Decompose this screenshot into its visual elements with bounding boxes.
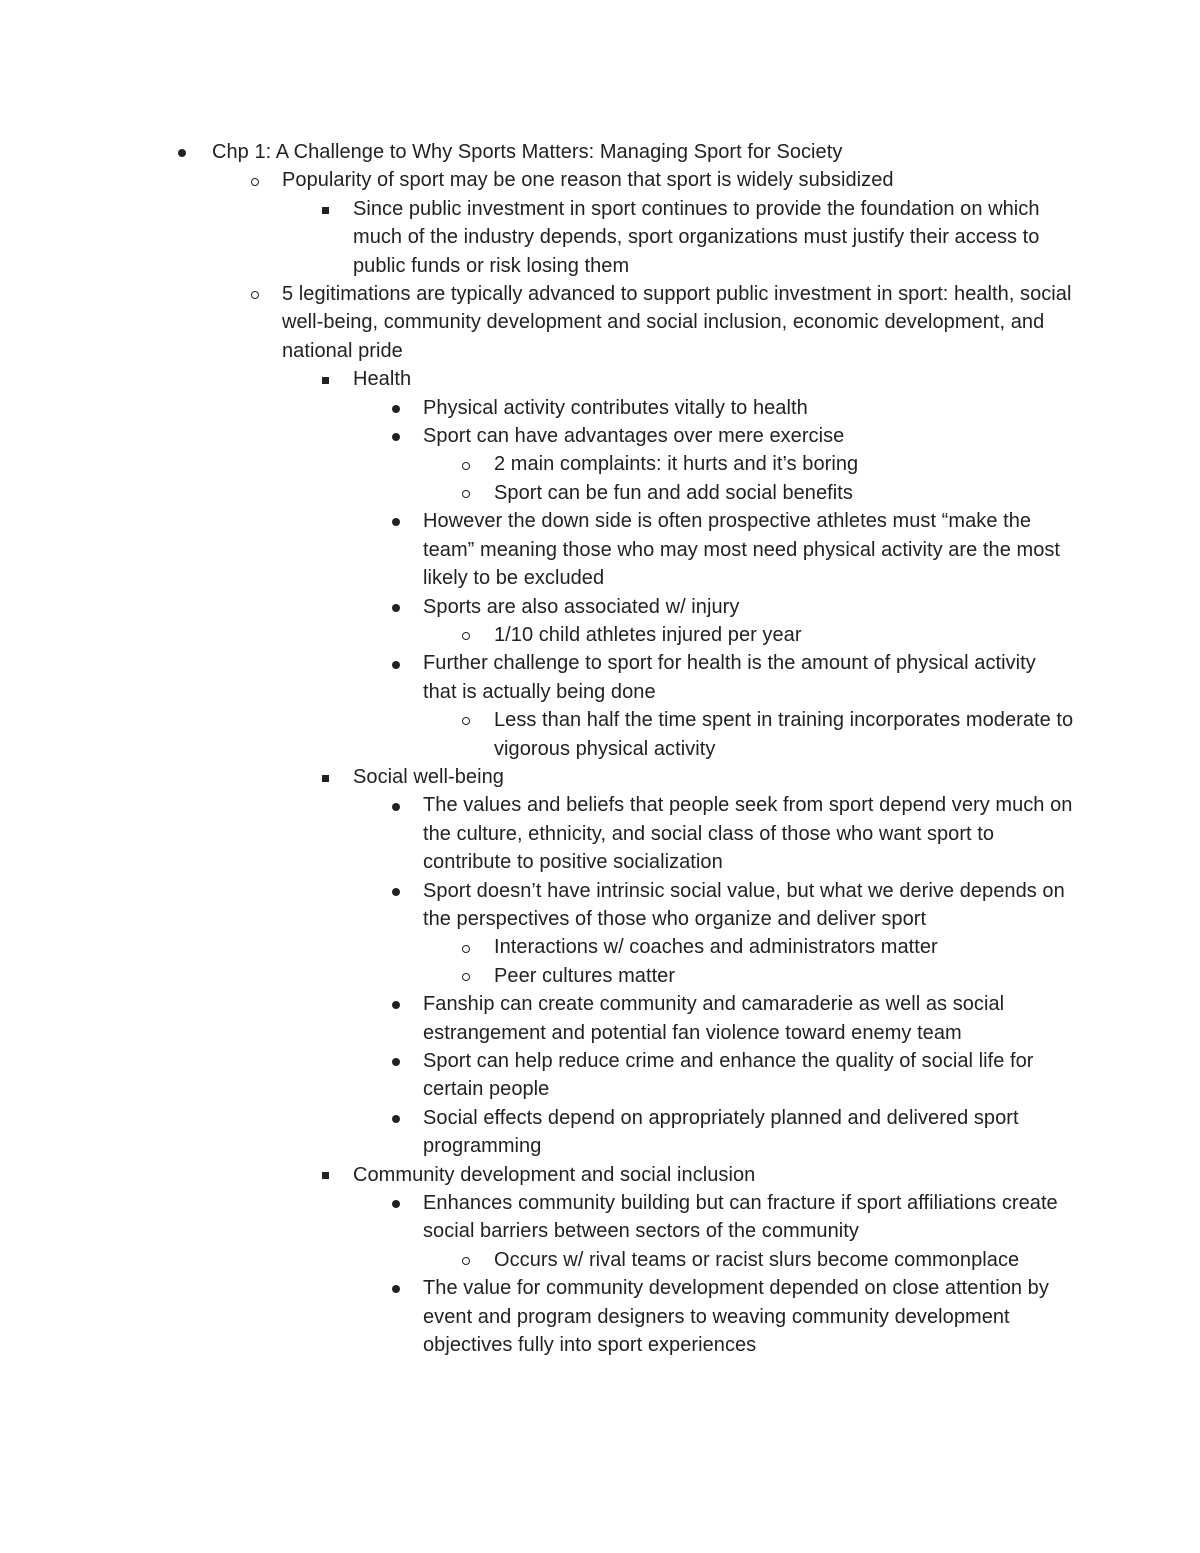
outline-item-text: Social well-being (353, 765, 504, 788)
outline-item-level-2 (0, 763, 1073, 791)
outline-item-level-3 (0, 791, 1073, 876)
outline-item-text: However the down side is often prospective athletes must “make the team” meaning those who may most need physical activity are the most likely to be excluded (423, 510, 1061, 590)
outline-item-level-2 (0, 365, 1073, 393)
outline-item-level-2 (0, 195, 1073, 280)
outline-item-level-4 (0, 450, 1074, 478)
outline-item-text: The value for community development depended on close attention by event and program designers to weaving community development objectives fully into sport experiences (423, 1277, 1049, 1357)
disc-bullet-icon (389, 422, 403, 450)
disc-bullet-icon (175, 138, 189, 166)
disc-bullet-icon (389, 791, 403, 819)
disc-bullet-icon (389, 877, 403, 905)
outline-item-text: Sport can be fun and add social benefits (494, 481, 853, 504)
outline-item-text: Health (353, 368, 412, 391)
outline-item-text: Enhances community building but can fracture if sport affiliations create social barriers between sectors of the community (423, 1192, 1058, 1243)
outline-item-text: Occurs w/ rival teams or racist slurs become commonplace (494, 1248, 1020, 1271)
outline-item-level-1 (0, 280, 1072, 365)
outline-item-text: Further challenge to sport for health is the amount of physical activity that is actually being done (423, 652, 1036, 703)
outline-item-text: The values and beliefs that people seek from sport depend very much on the culture, ethnicity, and social class of those who want sport to contribute to positive socialization (423, 794, 1073, 874)
circle-bullet-icon (459, 962, 473, 990)
circle-bullet-icon (459, 706, 473, 734)
outline-item-text: Social effects depend on appropriately planned and delivered sport programming (423, 1106, 1019, 1158)
disc-bullet-icon (389, 1189, 403, 1217)
outline-item-level-3 (0, 1189, 1073, 1246)
outline-item-level-3 (0, 593, 1073, 621)
disc-bullet-icon (389, 1047, 403, 1075)
outline-item-level-3 (0, 1104, 1073, 1161)
outline-item-text: Sports are also associated w/ injury (423, 595, 740, 618)
outline-item-text: Sport can have advantages over mere exercise (423, 425, 845, 448)
outline-item-level-3 (0, 990, 1073, 1047)
circle-bullet-icon (459, 933, 473, 961)
outline-item-text: Sport can help reduce crime and enhance the quality of social life for certain people (423, 1050, 1034, 1101)
disc-bullet-icon (389, 507, 403, 535)
outline-item-level-3 (0, 394, 1073, 422)
outline-item-level-3 (0, 877, 1073, 934)
circle-bullet-icon (459, 621, 473, 649)
circle-bullet-icon (459, 479, 473, 507)
square-bullet-icon (318, 195, 332, 223)
outline-item-text: 1/10 child athletes injured per year (494, 623, 802, 646)
outline-item-text: 2 main complaints: it hurts and it’s boring (494, 453, 859, 476)
outline-item-level-2 (0, 1161, 1073, 1189)
square-bullet-icon (318, 1161, 332, 1189)
circle-bullet-icon (459, 1246, 473, 1274)
outline-item-level-1 (0, 166, 1072, 194)
outline-item-text: Peer cultures matter (494, 964, 676, 987)
circle-bullet-icon (248, 280, 262, 308)
outline-item-text: Community development and social inclusion (353, 1163, 756, 1186)
square-bullet-icon (318, 763, 332, 791)
outline-item-level-3 (0, 1047, 1073, 1104)
disc-bullet-icon (389, 1274, 403, 1302)
outline-item-level-4 (0, 962, 1074, 990)
outline-item-level-3 (0, 507, 1073, 592)
disc-bullet-icon (389, 990, 403, 1018)
circle-bullet-icon (459, 450, 473, 478)
outline-item-level-3 (0, 1274, 1073, 1359)
outline-item-level-4 (0, 479, 1074, 507)
outline-item-text: Sport doesn’t have intrinsic social value, but what we derive depends on the perspectives of those who organize and deliver sport (423, 879, 1065, 930)
outline-item-level-4 (0, 1246, 1074, 1274)
outline-item-text: Physical activity contributes vitally to health (423, 396, 808, 419)
outline-item-text: Interactions w/ coaches and administrators matter (494, 936, 938, 959)
outline-item-level-0 (0, 138, 1072, 166)
disc-bullet-icon (389, 394, 403, 422)
outline-item-text: Fanship can create community and camaraderie as well as social estrangement and potential fan violence toward enemy team (423, 993, 1005, 1044)
outline-item-level-3 (0, 649, 1073, 706)
disc-bullet-icon (389, 649, 403, 677)
outline-item-level-4 (0, 621, 1074, 649)
outline-item-text: Since public investment in sport continues to provide the foundation on which much of the industry depends, sport organizations must justify their access to public funds or risk losing them (353, 197, 1040, 277)
outline-item-text: Popularity of sport may be one reason that sport is widely subsidized (282, 169, 894, 192)
outline-item-level-4 (0, 933, 1074, 961)
outline-item-text: Less than half the time spent in training incorporates moderate to vigorous physical activity (494, 709, 1074, 760)
circle-bullet-icon (248, 166, 262, 194)
disc-bullet-icon (389, 1104, 403, 1132)
disc-bullet-icon (389, 593, 403, 621)
square-bullet-icon (318, 365, 332, 393)
outline-item-level-4 (0, 706, 1074, 763)
document-outline (0, 138, 1200, 1359)
outline-item-level-3 (0, 422, 1073, 450)
outline-item-text: Chp 1: A Challenge to Why Sports Matters: Managing Sport for Society (212, 141, 843, 163)
outline-item-text: 5 legitimations are typically advanced to support public investment in sport: health, social well-being, community development and social inclusion, economic development, and national pride (282, 283, 1072, 362)
